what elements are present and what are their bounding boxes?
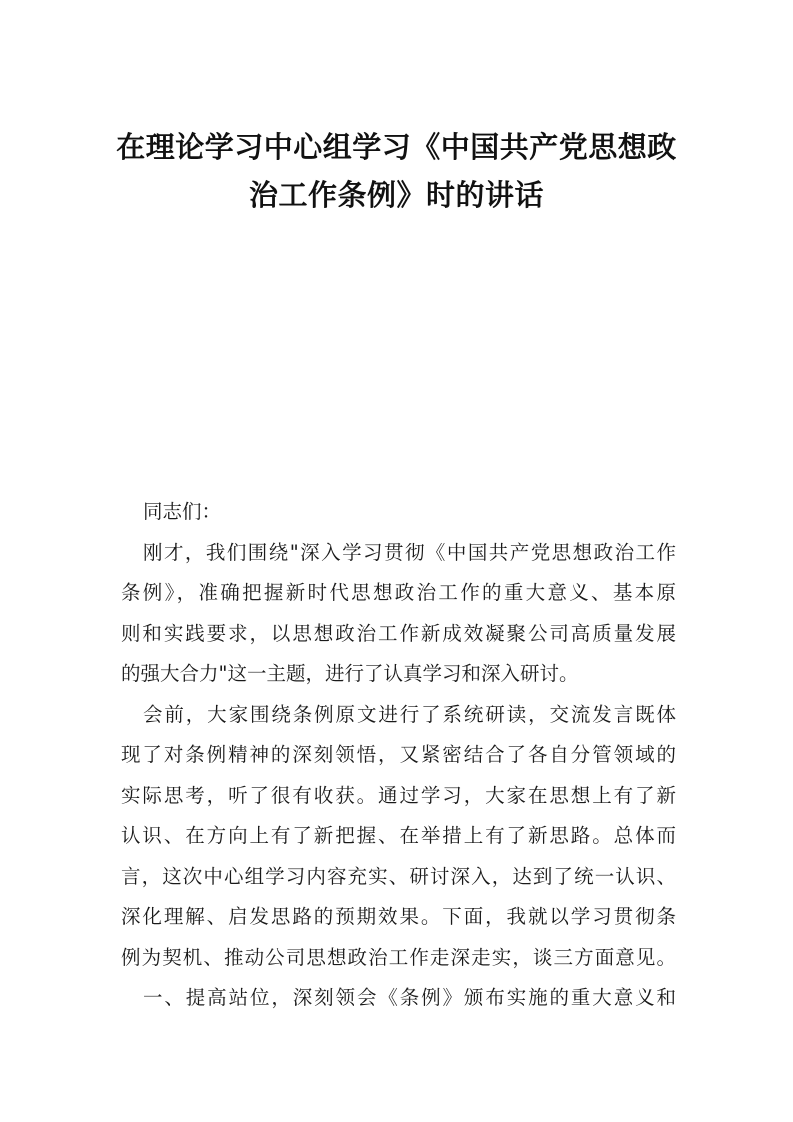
paragraph-line: 刚才，我们围绕"深入学习贯彻《中国共产党思想政治工作 bbox=[143, 540, 676, 564]
paragraph-line: 则和实践要求，以思想政治工作新成效凝聚公司高质量发展 bbox=[121, 621, 676, 645]
paragraph-line: 深化理解、启发思路的预期效果。下面，我就以学习贯彻条 bbox=[121, 905, 676, 928]
paragraph-line: 认识、在方向上有了新把握、在举措上有了新思路。总体而 bbox=[121, 824, 676, 847]
title-line: 在理论学习中心组学习《中国共产党思想政 bbox=[116, 130, 677, 164]
document-title bbox=[100, 123, 693, 219]
paragraph-line: 现了对条例精神的深刻领悟，又紧密结合了各自分管领域的 bbox=[121, 743, 676, 766]
title-line: 治工作条例》时的讲话 bbox=[248, 178, 544, 212]
paragraph-line: 的强大合力"这一主题，进行了认真学习和深入研讨。 bbox=[121, 662, 579, 685]
paragraph-line: 条例》，准确把握新时代思想政治工作的重大意义、基本原 bbox=[121, 581, 676, 604]
paragraph-line: 实际思考，听了很有收获。通过学习，大家在思想上有了新 bbox=[121, 783, 676, 807]
section-heading-line: 一、提高站位，深刻领会《条例》颁布实施的重大意义和 bbox=[143, 986, 676, 1009]
document-body bbox=[121, 492, 676, 1019]
paragraph-line: 会前，大家围绕条例原文进行了系统研读，交流发言既体 bbox=[143, 702, 676, 726]
paragraph-line: 例为契机、推动公司思想政治工作走深走实，谈三方面意见。 bbox=[121, 945, 676, 969]
greeting: 同志们： bbox=[143, 500, 222, 523]
paragraph-line: 言，这次中心组学习内容充实、研讨深入，达到了统一认识、 bbox=[121, 864, 676, 888]
